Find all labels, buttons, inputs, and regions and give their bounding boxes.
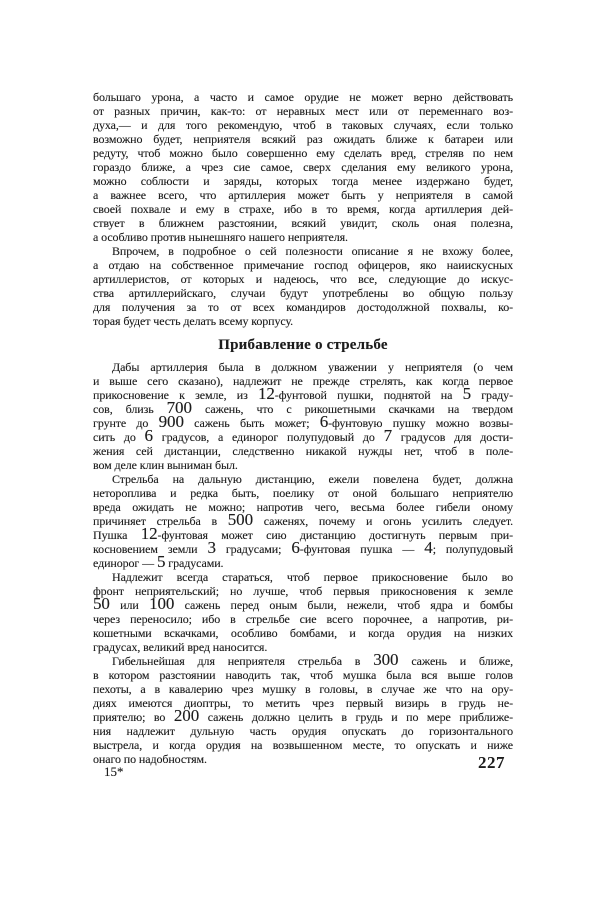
text-line: Стрельба на дальную дистанцию, ежели повелена будет, должна bbox=[112, 472, 513, 486]
oldstyle-numeral: 3 bbox=[207, 538, 216, 557]
oldstyle-numeral: 12 bbox=[257, 384, 275, 403]
text-line: редуту, чтоб можно было совершенно ему сделать вред, стреляв по нем bbox=[93, 146, 513, 160]
paragraph bbox=[93, 90, 513, 244]
text-line: в котором разстоянии наводить так, чтоб мушка была вся выше голов bbox=[93, 668, 513, 682]
text-line: диях имеются диоптры, то метить чрез первый визирь в грудь не- bbox=[93, 696, 513, 710]
text-block bbox=[93, 90, 513, 766]
text-line: выстрела, и когда орудия на возвышенном месте, то опускать и ниже bbox=[93, 738, 513, 752]
section-heading: Прибавление о стрельбе bbox=[218, 337, 388, 353]
oldstyle-numeral: 50 bbox=[93, 594, 110, 613]
text-line: Гибельнейшая для неприятеля стрельба в 300 сажень и ближе, bbox=[112, 650, 513, 669]
paragraph bbox=[93, 244, 513, 328]
text-line: Пушка 12-фунтовая может сию дистанцию достигнуть первым при- bbox=[93, 524, 514, 543]
text-line: для получения за то от всех командиров достодолжной похвалы, ко- bbox=[93, 300, 513, 314]
text-line: кошетными вскачками, особливо бомбами, и когда орудия на низких bbox=[93, 626, 513, 640]
text-line: Надлежит всегда стараться, чтоб первое прикосновение было во bbox=[112, 570, 513, 584]
oldstyle-numeral: 100 bbox=[149, 594, 175, 613]
text-line: сить до 6 градусов, а единорог полупудовый до 7 градусов для дости- bbox=[93, 426, 513, 445]
text-line: нетороплива и редка быть, поелику от оной большаго неприятелю bbox=[93, 486, 513, 500]
oldstyle-numeral: 6 bbox=[291, 538, 300, 557]
paragraph bbox=[93, 472, 513, 570]
text-line: большаго урона, а часто и самое орудие не может верно действовать bbox=[93, 90, 513, 104]
text-line: вом деле клин выниман был. bbox=[93, 458, 238, 472]
text-line: пехоты, а в кавалерию чрез мушку в головы, в случае же что на ору- bbox=[93, 682, 513, 696]
text-line: ства артиллерийскаго, случаи будут употреблены во общую пользу bbox=[93, 286, 513, 300]
text-line: грунте до 900 сажень быть может; 6-фунтовую пушку можно возвы- bbox=[93, 412, 514, 431]
text-line: от разных причин, как-то: от неравных мест или от переменнаго воз- bbox=[93, 104, 513, 118]
text-line: своей похвале и ему в страхе, ибо в то время, когда артиллерия дей- bbox=[93, 202, 513, 216]
text-line: можно соблюсти и заряды, которых тогда менее издержано будет, bbox=[93, 174, 513, 188]
oldstyle-numeral: 6 bbox=[144, 426, 153, 445]
oldstyle-numeral: 700 bbox=[166, 398, 192, 417]
text-line: артиллеристов, от которых и надеюсь, что все, следующие до искус- bbox=[93, 272, 513, 286]
text-line: духа,— и для того рекомендую, чтоб в таковых случаях, если только bbox=[93, 118, 513, 132]
text-line: онаго по надобностям. bbox=[93, 752, 207, 766]
paragraph bbox=[93, 570, 513, 654]
text-line: 50 или 100 сажень перед оным были, нежели, чтоб ядра и бомбы bbox=[93, 594, 513, 613]
text-line: сов, близь 700 сажень, что с рикошетными скачками на твердом bbox=[93, 398, 513, 417]
oldstyle-numeral: 300 bbox=[373, 650, 399, 669]
text-line: приятелю; во 200 сажень должно целить в грудь и по мере приближе- bbox=[93, 706, 513, 725]
text-line: жения сей дистанции, следственно никакой нужды нет, чтоб в поле- bbox=[93, 444, 513, 458]
paragraph bbox=[93, 650, 513, 766]
text-line: косновением земли 3 градусами; 6-фунтовая пушка — 4; полупудовый bbox=[93, 538, 514, 557]
oldstyle-numeral: 12 bbox=[140, 524, 158, 543]
text-line: а отдаю на собственное примечание господ офицеров, яко наиискусных bbox=[93, 258, 513, 272]
text-line: фронт неприятельский; но лучше, чтоб первыя прикосновения к земле bbox=[93, 584, 513, 598]
text-line: а особливо против нынешняго нашего неприятеля. bbox=[93, 230, 348, 244]
oldstyle-numeral: 4 bbox=[424, 538, 433, 557]
oldstyle-numeral: 900 bbox=[158, 412, 184, 431]
oldstyle-numeral: 500 bbox=[227, 510, 254, 529]
page-number: 227 bbox=[478, 753, 505, 772]
oldstyle-numeral: 200 bbox=[173, 706, 200, 725]
text-line: гораздо ближе, а чрез сие самое, сверх сделания ему великого урона, bbox=[93, 160, 513, 174]
text-line: градусах, великий вред наносится. bbox=[93, 640, 268, 654]
oldstyle-numeral: 5 bbox=[462, 384, 471, 403]
printers-signature: 15* bbox=[104, 764, 124, 779]
oldstyle-numeral: 7 bbox=[383, 426, 392, 445]
oldstyle-numeral: 6 bbox=[319, 412, 329, 431]
text-line: причиняет стрельба в 500 саженях, почему и огонь усилить следует. bbox=[93, 510, 513, 529]
oldstyle-numeral: 5 bbox=[156, 552, 166, 571]
text-line: Впрочем, в подробное о сей полезности описание я не вхожу более, bbox=[112, 244, 513, 258]
text-line: торая будет честь делать всему корпусу. bbox=[93, 314, 294, 328]
text-line: прикосновение к земле, из 12-фунтовой пушки, поднятой на 5 граду- bbox=[93, 384, 513, 403]
text-line: ния надлежит дульную часть орудия опускать до горизонтального bbox=[93, 724, 513, 738]
text-line: а важнее всего, что артиллерия может быть у неприятеля в самой bbox=[93, 188, 513, 202]
text-line: вреда ожидать не можно; напротив чего, весьма более гибели оному bbox=[93, 500, 513, 514]
text-line: и выше сего сказано), надлежит не прежде стрелять, как когда первое bbox=[93, 374, 513, 388]
text-line: ствует в ближнем разстоянии, всякий увидит, сколь оная полезна, bbox=[93, 216, 513, 230]
text-line: единорог — 5 градусами. bbox=[93, 552, 224, 571]
text-line: через переносило; ибо в стрельбе сие всего порочнее, а напротив, ри- bbox=[93, 612, 513, 626]
text-line: возможно будет, неприятеля всякий раз ожидать ближе к батареи или bbox=[93, 132, 513, 146]
text-line: Дабы артиллерия была в должном уважении у неприятеля (о чем bbox=[112, 360, 513, 374]
paragraph bbox=[93, 360, 513, 472]
